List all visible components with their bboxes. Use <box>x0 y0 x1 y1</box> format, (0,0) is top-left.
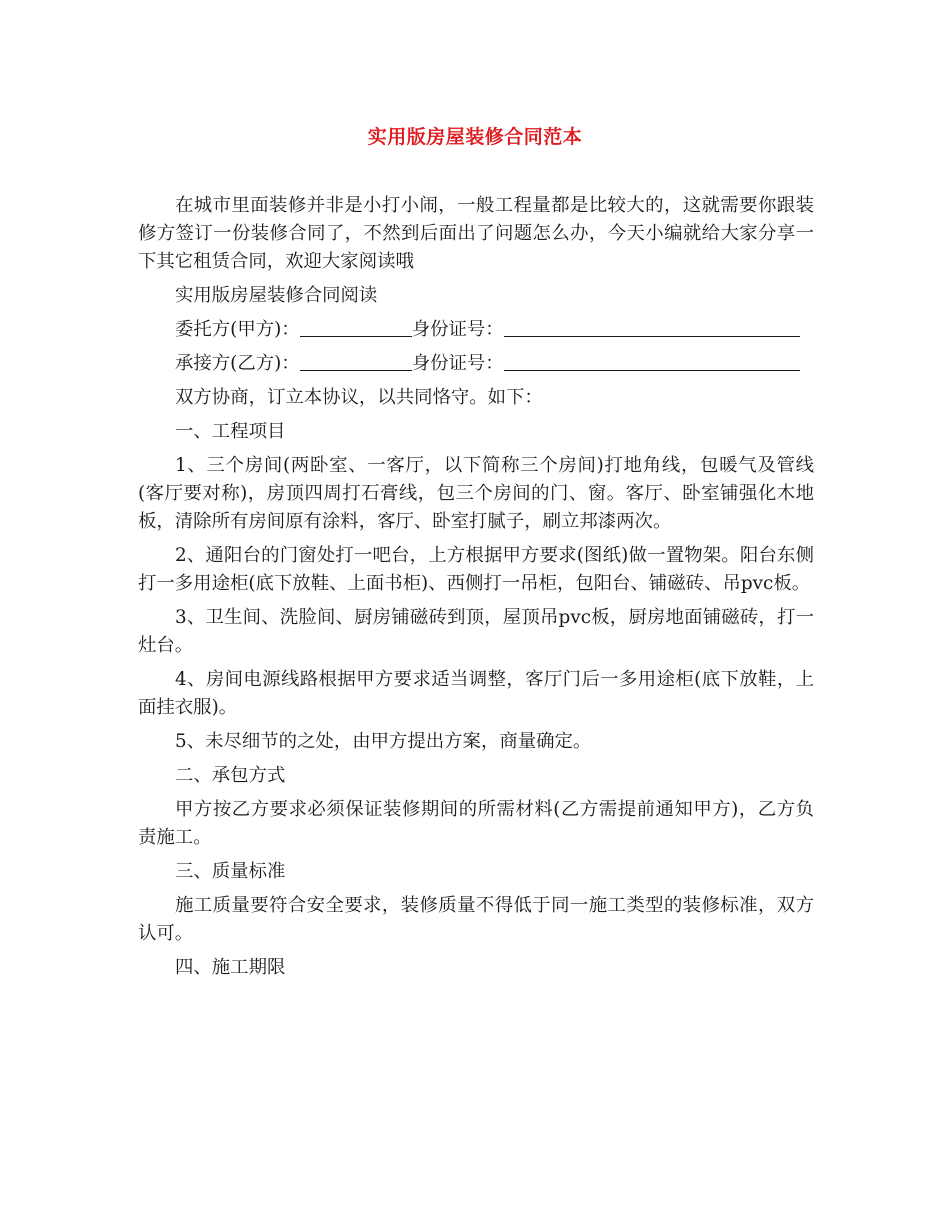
intro-paragraph: 在城市里面装修并非是小打小闹，一般工程量都是比较大的，这就需要你跟装修方签订一份装修合同了，不然到后面出了问题怎么办，今天小编就给大家分享一下其它租赁合同，欢迎大家阅读哦 <box>138 195 814 272</box>
section-4-heading: 四、施工期限 <box>175 957 286 978</box>
section-3-body: 施工质量要符合安全要求，装修质量不得低于同一施工类型的装修标准，双方认可。 <box>138 895 814 944</box>
section-1-item-4: 4、房间电源线路根据甲方要求适当调整，客厅门后一多用途柜(底下放鞋，上面挂衣服)。 <box>138 669 814 718</box>
party-b-name-blank <box>300 352 412 371</box>
document-title: 实用版房屋装修合同范本 <box>367 126 583 148</box>
party-b-label: 承接方(乙方)： <box>175 353 300 374</box>
section-1-item-5: 5、未尽细节的之处，由甲方提出方案，商量确定。 <box>175 731 592 752</box>
party-a-id-blank <box>504 318 800 337</box>
section-2-body: 甲方按乙方要求必须保证装修期间的所需材料(乙方需提前通知甲方)，乙方负责施工。 <box>138 799 814 848</box>
party-a-line <box>138 316 814 344</box>
section-2-heading: 二、承包方式 <box>175 765 286 786</box>
party-a-name-blank <box>300 318 412 337</box>
document-body <box>138 192 814 988</box>
section-1-item-3: 3、卫生间、洗脸间、厨房铺磁砖到顶，屋顶吊pvc板，厨房地面铺磁砖，打一灶台。 <box>138 607 814 656</box>
party-a-id-label: 身份证号： <box>411 319 504 340</box>
subtitle-line: 实用版房屋装修合同阅读 <box>175 285 378 306</box>
section-3-heading: 三、质量标准 <box>175 861 286 882</box>
section-1-item-2: 2、通阳台的门窗处打一吧台，上方根据甲方要求(图纸)做一置物架。阳台东侧打一多用途柜(底下放鞋、上面书柜)、西侧打一吊柜，包阳台、铺磁砖、吊pvc板。 <box>138 545 814 594</box>
party-b-id-blank <box>504 352 800 371</box>
section-1-item-1: 1、三个房间(两卧室、一客厅，以下简称三个房间)打地角线，包暖气及管线(客厅要对称)，房顶四周打石膏线，包三个房间的门、窗。客厅、卧室铺强化木地板，清除所有房间原有涂料，客厅、卧室打腻子，刷立邦漆两次。 <box>138 455 814 532</box>
party-b-id-label: 身份证号： <box>411 353 504 374</box>
party-b-line <box>138 350 814 378</box>
agreement-line: 双方协商，订立本协议，以共同恪守。如下： <box>175 387 543 408</box>
section-1-heading: 一、工程项目 <box>175 421 286 442</box>
party-a-label: 委托方(甲方)： <box>175 319 300 340</box>
